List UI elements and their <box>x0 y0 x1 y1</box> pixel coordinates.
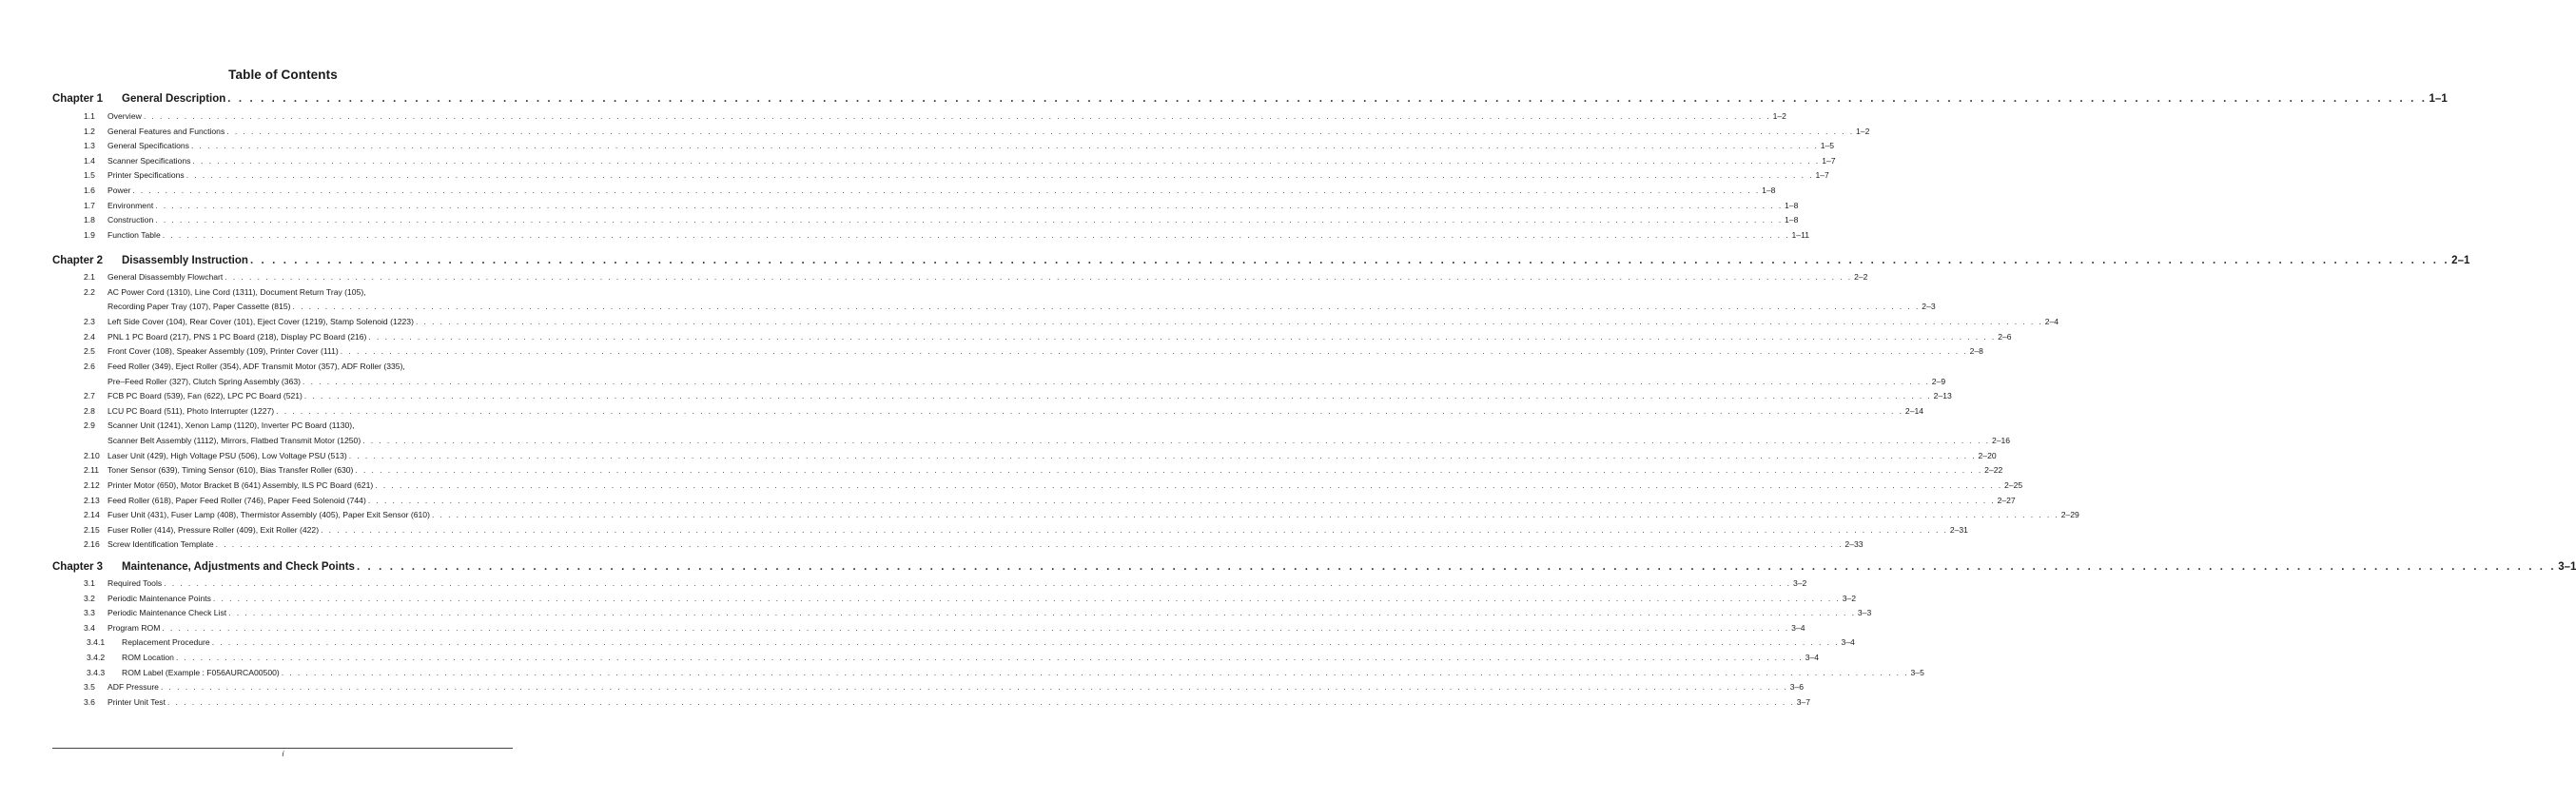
section-line <box>107 215 1799 225</box>
section-line <box>107 622 1805 633</box>
section-number: 1.2 <box>84 126 95 136</box>
dot-leader: . . . . . . . . . . . . . . . . . . . . . . . . . . . . . . . . . . . . . . . . . . . . . . . . . . . . . . . . . . . . . . . . . . . . . . . . . . . . . . . . . . . . . . . . . . . . . . . . . . . . . . . . . . . . . . . . . . . . . . . . . . . . . . . . . . . . . . . . . . . . . . . . . . . . . . . . . . . . . . . . . . . . . . . . . . . . . . . . . . . . . . . . . . . . . . . . . . . . . . . . <box>160 682 1788 693</box>
dot-leader: . . . . . . . . . . . . . . . . . . . . . . . . . . . . . . . . . . . . . . . . . . . . . . . . . . . . . . . . . . . . . . . . . . . . . . . . . . . . . . . . . . . . . . . . . . . . . . . . . . . . . . . . . . . . . . . . . . . . . . . . . . . . . . . . . . . . . . . . . . . . . . . . . . . . . . . . . . . . . . . . . . . . . . . . . . . . . . . . . . . . . . . . . . . . . . . . . . . . . . . . <box>185 170 1814 181</box>
section-title: FCB PC Board (539), Fan (622), LPC PC Board (521) <box>107 391 302 401</box>
section-title: Front Cover (108), Speaker Assembly (109), Printer Cover (111) <box>107 346 339 357</box>
section-page: 2–8 <box>1969 346 1983 357</box>
chapter-title: General Description <box>122 93 226 105</box>
section-number: 2.3 <box>84 317 95 326</box>
section-title-line: Feed Roller (349), Eject Roller (354), ADF Transmit Motor (357), ADF Roller (335), <box>107 361 405 371</box>
section-title: Program ROM <box>107 622 161 633</box>
toc-section-entry[interactable] <box>0 186 1776 196</box>
section-page: 3–2 <box>1842 593 1857 603</box>
dot-leader: . . . . . . . . . . . . . . . . . . . . . . . . . . . . . . . . . . . . . . . . . . . . . . . . . . . . . . . . . . . . . . . . . . . . . . . . . . . . . . . . . . . . . . . . . . . . . . . . . . . . . . . . . . . . . . . . . . . . . . . . . . . . . . . . . . . . . . . . . . . . . . . . . . . . . . . . . . . . . . . . . . . . . . . . . . . . . . . . . . . . . . . . . . . . . . . . . . . . . . . . <box>367 495 1996 505</box>
footer-divider <box>52 748 513 749</box>
chapter-number: Chapter 1 <box>52 93 104 105</box>
section-page: 2–29 <box>2060 510 2079 520</box>
section-page: 1–2 <box>1856 126 1870 136</box>
section-title: ROM Location <box>122 653 174 662</box>
section-title: Periodic Maintenance Points <box>107 593 211 603</box>
toc-section-entry[interactable] <box>0 653 1820 663</box>
section-title-line: AC Power Cord (1310), Line Cord (1311), Document Return Tray (105), <box>107 286 366 297</box>
section-number: 2.8 <box>84 405 95 416</box>
section-line <box>122 667 1924 677</box>
section-page: 1–8 <box>1785 215 1799 225</box>
dot-leader: . . . . . . . . . . . . . . . . . . . . . . . . . . . . . . . . . . . . . . . . . . . . . . . . . . . . . . . . . . . . . . . . . . . . . . . . . . . . . . . . . . . . . . . . . . . . . . . . . . . . . . . . . . . . . . . . . . . . . . . . . . . . . . . . . . . . . . . . . . . . . . . . . . . . . . . . . . . . . . . . . . . . . . . . . . . . . . . . . . . . . . . . . . . . . . . . . . . . . . . . <box>348 450 1977 460</box>
section-page: 1–8 <box>1785 200 1799 210</box>
section-page: 2–4 <box>2044 317 2059 326</box>
section-page: 2–20 <box>1978 450 1997 460</box>
section-line <box>107 331 2012 342</box>
dot-leader: . . . . . . . . . . . . . . . . . . . . . . . . . . . . . . . . . . . . . . . . . . . . . . . . . . . . . . . . . . . . . . . . . . . . . . . . . . . . . . . . . . . . . . . . . . . . . . . . . . . . . . . . . . . . . . . . . . . . . . . . . . . . . . . . . . . . . . . . . . . . . . . . . . . . . . . . . . . . . . . . . . . . . . . . . . . . . . . . . . . . . . . . . . . . . . . . . . . . . . . . <box>415 317 2043 326</box>
section-number: 2.12 <box>84 480 100 490</box>
section-title-line: Scanner Unit (1241), Xenon Lamp (1120), Inverter PC Board (1130), <box>107 420 355 431</box>
dot-leader: . . . . . . . . . . . . . . . . . . . . . . . . . . . . . . . . . . . . . . . . . . . . . . . . . . . . . . . . . . . . . . . . . . . . . . . . . . . . . . . . . . . . . . . . . . . . . . . . . . . . . . . . . . . . . . . . . . . . . . . . . . . . . . . . . . . . . . . . . . . . . . . . . . . . . . . . . . . . . . . . . . . . . . . . . . . . . . . . . . . . . . . . . . . . . . . . . . . . . . . . <box>162 622 1790 633</box>
section-page: 3–4 <box>1805 653 1820 662</box>
toc-section-entry[interactable] <box>0 524 1968 536</box>
section-number: 1.4 <box>84 155 95 166</box>
section-number: 2.10 <box>84 450 100 460</box>
section-line <box>107 682 1805 693</box>
dot-leader: . . . . . . . . . . . . . . . . . . . . . . . . . . . . . . . . . . . . . . . . . . . . . . . . . . . . . . . . . . . . . . . . . . . . . . . . . . . . . . . . . . . . . . . . . . . . . . . . . . . . . . . . . . . . . . . . . . . . . . . . . . . . . . . . . . . . . . . . . . . . . . . . . . . . . . . . . . . . . . . . . . . . . . . . . . . . . . . . . . . . . . . . . . . . . . . . . . . . . . . . <box>368 331 1997 342</box>
toc-section-entry[interactable] <box>0 346 1983 357</box>
section-number: 2.7 <box>84 391 95 401</box>
section-title: Construction <box>107 215 154 225</box>
section-number: 2.9 <box>84 420 95 431</box>
section-number: 2.5 <box>84 346 95 357</box>
section-page: 3–7 <box>1796 696 1811 707</box>
section-page: 2–2 <box>1854 272 1868 282</box>
section-number: 2.11 <box>84 465 100 476</box>
chapter-number: Chapter 3 <box>52 561 104 573</box>
section-line <box>107 480 2023 490</box>
toc-chapter-entry[interactable] <box>0 561 2576 575</box>
section-number: 3.4.2 <box>87 653 106 662</box>
section-page: 2–13 <box>1933 391 1952 401</box>
section-number: 1.3 <box>84 141 95 151</box>
section-line <box>107 593 1857 603</box>
toc-section-entry[interactable] <box>0 317 2059 327</box>
section-line <box>107 391 1952 401</box>
section-number: 3.5 <box>84 682 95 693</box>
section-title: Left Side Cover (104), Rear Cover (101), Eject Cover (1219), Stamp Solenoid (1223) <box>107 317 414 326</box>
section-line <box>107 170 1829 181</box>
section-line <box>107 200 1799 210</box>
dot-leader: . . . . . . . . . . . . . . . . . . . . . . . . . . . . . . . . . . . . . . . . . . . . . . . . . . . . . . . . . . . . . . . . . . . . . . . . . . . . . . . . . . . . . . . . . . . . . . . . . . . . . . . . . . . . . . . . . . . . . . . . . . . . . . . . . . . . . . . . . . . . . . . . . . . . . . . . . . . . . . . . . . . . . . . . . . . . . . . . . . . . . . . . . . . . . . . . . . . . . . . . <box>227 93 2428 105</box>
toc-section-entry[interactable] <box>0 510 2079 520</box>
toc-section-entry[interactable] <box>0 696 1811 708</box>
section-page: 2–25 <box>2004 480 2023 490</box>
dot-leader: . . . . . . . . . . . . . . . . . . . . . . . . . . . . . . . . . . . . . . . . . . . . . . . . . . . . . . . . . . . . . . . . . . . . . . . . . . . . . . . . . . . . . . . . . . . . . . . . . . . . . . . . . . . . . . . . . . . . . . . . . . . . . . . . . . . . . . . . . . . . . . . . . . . . . . . . . . . . . . . . . . . . . . . . . . . . . . . . . . . . . . . . . . . . . . . . . . . . . . . . <box>212 593 1841 603</box>
section-page: 3–5 <box>1910 667 1924 677</box>
toc-chapter-entry[interactable] <box>0 255 2470 268</box>
chapter-line <box>122 561 2576 573</box>
section-line <box>107 608 1872 618</box>
section-line <box>107 539 1864 550</box>
section-number: 2.13 <box>84 495 100 505</box>
section-line <box>107 155 1836 166</box>
dot-leader: . . . . . . . . . . . . . . . . . . . . . . . . . . . . . . . . . . . . . . . . . . . . . . . . . . . . . . . . . . . . . . . . . . . . . . . . . . . . . . . . . . . . . . . . . . . . . . . . . . . . . . . . . . . . . . . . . . . . . . . . . . . . . . . . . . . . . . . . . . . . . . . . . . . . . . . . . . . . . . . . . . . . . . . . . . . . . . . . . . . . . . . . . . . . . . . . . . . . . . . . <box>162 229 1790 240</box>
section-line <box>107 141 1835 151</box>
section-number: 2.2 <box>84 286 95 297</box>
section-page: 1–7 <box>1822 155 1836 166</box>
chapter-title: Maintenance, Adjustments and Check Points <box>122 561 355 573</box>
dot-leader: . . . . . . . . . . . . . . . . . . . . . . . . . . . . . . . . . . . . . . . . . . . . . . . . . . . . . . . . . . . . . . . . . . . . . . . . . . . . . . . . . . . . . . . . . . . . . . . . . . . . . . . . . . . . . . . . . . . . . . . . . . . . . . . . . . . . . . . . . . . . . . . . . . . . . . . . . . . . . . . . . . . . . . . . . . . . . . . . . . . . . . . . . . . . . . . . . . . . . . . . <box>175 653 1804 662</box>
section-number: 3.4 <box>84 622 95 633</box>
toc-section-entry[interactable] <box>0 682 1805 693</box>
dot-leader: . . . . . . . . . . . . . . . . . . . . . . . . . . . . . . . . . . . . . . . . . . . . . . . . . . . . . . . . . . . . . . . . . . . . . . . . . . . . . . . . . . . . . . . . . . . . . . . . . . . . . . . . . . . . . . . . . . . . . . . . . . . . . . . . . . . . . . . . . . . . . . . . . . . . . . . . . . . . . . . . . . . . . . . . . . . . . . . . . . . . . . . . . . . . . . . . . . . . . . . . <box>226 126 1855 136</box>
toc-section-entry[interactable] <box>0 155 1836 166</box>
toc-section-entry[interactable] <box>0 286 1936 312</box>
section-page: 1–5 <box>1820 141 1835 151</box>
toc-section-entry[interactable] <box>0 465 2003 476</box>
toc-chapter-entry[interactable] <box>0 93 2448 107</box>
section-title: Scanner Belt Assembly (1112), Mirrors, Flatbed Transmit Motor (1250) <box>107 436 361 446</box>
section-number: 2.16 <box>84 539 100 550</box>
section-page: 2–14 <box>1904 405 1924 416</box>
section-number: 1.7 <box>84 200 95 210</box>
section-title: Required Tools <box>107 578 163 588</box>
dot-leader: . . . . . . . . . . . . . . . . . . . . . . . . . . . . . . . . . . . . . . . . . . . . . . . . . . . . . . . . . . . . . . . . . . . . . . . . . . . . . . . . . . . . . . . . . . . . . . . . . . . . . . . . . . . . . . . . . . . . . . . . . . . . . . . . . . . . . . . . . . . . . . . . . . . . . . . . . . . . . . . . . . . . . . . . . . . . . . . . . . . . . . . . . . . . . . . . . . . . . . . . <box>224 272 1853 282</box>
section-line <box>107 450 1997 460</box>
dot-leader: . . . . . . . . . . . . . . . . . . . . . . . . . . . . . . . . . . . . . . . . . . . . . . . . . . . . . . . . . . . . . . . . . . . . . . . . . . . . . . . . . . . . . . . . . . . . . . . . . . . . . . . . . . . . . . . . . . . . . . . . . . . . . . . . . . . . . . . . . . . . . . . . . . . . . . . . . . . . . . . . . . . . . . . . . . . . . . . . . . . . . . . . . . . . . . . . . . . . . . . . <box>215 539 1844 550</box>
section-title: Environment <box>107 200 154 210</box>
dot-leader: . . . . . . . . . . . . . . . . . . . . . . . . . . . . . . . . . . . . . . . . . . . . . . . . . . . . . . . . . . . . . . . . . . . . . . . . . . . . . . . . . . . . . . . . . . . . . . . . . . . . . . . . . . . . . . . . . . . . . . . . . . . . . . . . . . . . . . . . . . . . . . . . . . . . . . . . . . . . . . . . . . . . . . . . . . . . . . . . . . . . . . . . . . . . . . . . . . . . . . . . <box>375 480 2003 490</box>
chapter-number: Chapter 2 <box>52 255 104 266</box>
toc-section-entry[interactable] <box>0 578 1807 589</box>
dot-leader: . . . . . . . . . . . . . . . . . . . . . . . . . . . . . . . . . . . . . . . . . . . . . . . . . . . . . . . . . . . . . . . . . . . . . . . . . . . . . . . . . . . . . . . . . . . . . . . . . . . . . . . . . . . . . . . . . . . . . . . . . . . . . . . . . . . . . . . . . . . . . . . . . . . . . . . . . . . . . . . . . . . . . . . . . . . . . . . . . . . . . . . . . . . . . . . . . . . . . . . . <box>132 186 1761 195</box>
section-page: 3–4 <box>1841 637 1855 648</box>
section-page: 3–6 <box>1789 682 1805 693</box>
dot-leader: . . . . . . . . . . . . . . . . . . . . . . . . . . . . . . . . . . . . . . . . . . . . . . . . . . . . . . . . . . . . . . . . . . . . . . . . . . . . . . . . . . . . . . . . . . . . . . . . . . . . . . . . . . . . . . . . . . . . . . . . . . . . . . . . . . . . . . . . . . . . . . . . . . . . . . . . . . . . . . . . . . . . . . . . . . . . . . . . . . . . . . . . . . . . . . . . . . . . . . . . <box>192 155 1821 166</box>
section-title: ADF Pressure <box>107 682 159 693</box>
section-title: Function Table <box>107 229 161 240</box>
toc-section-entry[interactable] <box>0 593 1857 604</box>
section-page: 3–2 <box>1792 578 1807 588</box>
section-title: LCU PC Board (511), Photo Interrupter (1227) <box>107 405 275 416</box>
section-line <box>107 524 1968 535</box>
toc-section-entry[interactable] <box>0 361 1946 386</box>
section-number: 2.6 <box>84 361 95 371</box>
dot-leader: . . . . . . . . . . . . . . . . . . . . . . . . . . . . . . . . . . . . . . . . . . . . . . . . . . . . . . . . . . . . . . . . . . . . . . . . . . . . . . . . . . . . . . . . . . . . . . . . . . . . . . . . . . . . . . . . . . . . . . . . . . . . . . . . . . . . . . . . . . . . . . . . . . . . . . . . . . . . . . . . . . . . . . . . . . . . . . . . . . . . . . . . . . . . . . . . . . . . . . . . <box>340 346 1968 357</box>
dot-leader: . . . . . . . . . . . . . . . . . . . . . . . . . . . . . . . . . . . . . . . . . . . . . . . . . . . . . . . . . . . . . . . . . . . . . . . . . . . . . . . . . . . . . . . . . . . . . . . . . . . . . . . . . . . . . . . . . . . . . . . . . . . . . . . . . . . . . . . . . . . . . . . . . . . . . . . . . . . . . . . . . . . . . . . . . . . . . . . . . . . . . . . . . . . . . . . . . . . . . . . . <box>292 302 1921 312</box>
section-line <box>107 405 1924 416</box>
toc-section-entry[interactable] <box>0 539 1864 550</box>
section-title: Printer Unit Test <box>107 696 166 707</box>
toc-section-entry[interactable] <box>0 111 1786 122</box>
section-number: 3.3 <box>84 608 95 618</box>
chapter-line <box>122 93 2448 105</box>
section-line <box>107 696 1811 707</box>
section-number: 2.4 <box>84 331 95 342</box>
section-title: Screw Identification Template <box>107 539 214 550</box>
section-title: Power <box>107 186 131 195</box>
toc-section-entry[interactable] <box>0 637 1855 648</box>
section-title: Printer Specifications <box>107 170 185 181</box>
section-number: 1.1 <box>84 111 95 121</box>
section-page: 1–8 <box>1762 186 1776 195</box>
section-line <box>107 495 2016 505</box>
dot-leader: . . . . . . . . . . . . . . . . . . . . . . . . . . . . . . . . . . . . . . . . . . . . . . . . . . . . . . . . . . . . . . . . . . . . . . . . . . . . . . . . . . . . . . . . . . . . . . . . . . . . . . . . . . . . . . . . . . . . . . . . . . . . . . . . . . . . . . . . . . . . . . . . . . . . . . . . . . . . . . . . . . . . . . . . . . . . . . . . . . . . . . . . . . . . . . . . . . . . . . . . <box>143 111 1771 121</box>
toc-section-entry[interactable] <box>0 391 1952 401</box>
section-number: 1.6 <box>84 186 95 195</box>
section-number: 3.2 <box>84 593 95 603</box>
toc-section-entry[interactable] <box>0 450 1997 461</box>
dot-leader: . . . . . . . . . . . . . . . . . . . . . . . . . . . . . . . . . . . . . . . . . . . . . . . . . . . . . . . . . . . . . . . . . . . . . . . . . . . . . . . . . . . . . . . . . . . . . . . . . . . . . . . . . . . . . . . . . . . . . . . . . . . . . . . . . . . . . . . . . . . . . . . . . . . . . . . . . . . . . . . . . . . . . . . . . . . . . . . . . . . . . . . . . . . . . . . . . . . . . . . . <box>164 578 1791 588</box>
dot-leader: . . . . . . . . . . . . . . . . . . . . . . . . . . . . . . . . . . . . . . . . . . . . . . . . . . . . . . . . . . . . . . . . . . . . . . . . . . . . . . . . . . . . . . . . . . . . . . . . . . . . . . . . . . . . . . . . . . . . . . . . . . . . . . . . . . . . . . . . . . . . . . . . . . . . . . . . . . . . . . . . . . . . . . . . . . . . . . . . . . . . . . . . . . . . . . . . . . . . . . . . <box>281 667 1909 677</box>
section-title: General Features and Functions <box>107 126 225 136</box>
section-title: Replacement Procedure <box>122 637 210 648</box>
dot-leader: . . . . . . . . . . . . . . . . . . . . . . . . . . . . . . . . . . . . . . . . . . . . . . . . . . . . . . . . . . . . . . . . . . . . . . . . . . . . . . . . . . . . . . . . . . . . . . . . . . . . . . . . . . . . . . . . . . . . . . . . . . . . . . . . . . . . . . . . . . . . . . . . . . . . . . . . . . . . . . . . . . . . . . . . . . . . . . . . . . . . . . . . . . . . . . . . . . . . . . . . <box>166 696 1795 707</box>
section-page: 2–3 <box>1922 302 1936 312</box>
toc-section-entry[interactable] <box>0 667 1924 678</box>
section-title: PNL 1 PC Board (217), PNS 1 PC Board (218), Display PC Board (216) <box>107 331 367 342</box>
dot-leader: . . . . . . . . . . . . . . . . . . . . . . . . . . . . . . . . . . . . . . . . . . . . . . . . . . . . . . . . . . . . . . . . . . . . . . . . . . . . . . . . . . . . . . . . . . . . . . . . . . . . . . . . . . . . . . . . . . . . . . . . . . . . . . . . . . . . . . . . . . . . . . . . . . . . . . . . . . . . . . . . . . . . . . . . . . . . . . . . . . . . . . . . . . . . . . . . . . . . . . . . <box>356 561 2557 573</box>
section-line <box>107 510 2079 520</box>
section-page: 1–11 <box>1791 229 1809 240</box>
toc-section-entry[interactable] <box>0 215 1799 225</box>
section-title: Pre–Feed Roller (327), Clutch Spring Assembly (363) <box>107 376 301 386</box>
section-line <box>107 302 1936 312</box>
dot-leader: . . . . . . . . . . . . . . . . . . . . . . . . . . . . . . . . . . . . . . . . . . . . . . . . . . . . . . . . . . . . . . . . . . . . . . . . . . . . . . . . . . . . . . . . . . . . . . . . . . . . . . . . . . . . . . . . . . . . . . . . . . . . . . . . . . . . . . . . . . . . . . . . . . . . . . . . . . . . . . . . . . . . . . . . . . . . . . . . . . . . . . . . . . . . . . . . . . . . . . . . <box>276 405 1903 416</box>
chapter-page: 1–1 <box>2429 93 2448 105</box>
footer-page-number: i <box>282 750 284 758</box>
dot-leader: . . . . . . . . . . . . . . . . . . . . . . . . . . . . . . . . . . . . . . . . . . . . . . . . . . . . . . . . . . . . . . . . . . . . . . . . . . . . . . . . . . . . . . . . . . . . . . . . . . . . . . . . . . . . . . . . . . . . . . . . . . . . . . . . . . . . . . . . . . . . . . . . . . . . . . . . . . . . . . . . . . . . . . . . . . . . . . . . . . . . . . . . . . . . . . . . . . . . . . . . <box>249 255 2450 266</box>
section-title: Overview <box>107 111 142 121</box>
toc-section-entry[interactable] <box>0 405 1924 417</box>
section-page: 2–31 <box>1949 524 1968 535</box>
toc-section-entry[interactable] <box>0 141 1835 151</box>
chapter-page: 2–1 <box>2451 255 2470 266</box>
section-line <box>107 578 1807 588</box>
dot-leader: . . . . . . . . . . . . . . . . . . . . . . . . . . . . . . . . . . . . . . . . . . . . . . . . . . . . . . . . . . . . . . . . . . . . . . . . . . . . . . . . . . . . . . . . . . . . . . . . . . . . . . . . . . . . . . . . . . . . . . . . . . . . . . . . . . . . . . . . . . . . . . . . . . . . . . . . . . . . . . . . . . . . . . . . . . . . . . . . . . . . . . . . . . . . . . . . . . . . . . . . <box>431 510 2059 520</box>
dot-leader: . . . . . . . . . . . . . . . . . . . . . . . . . . . . . . . . . . . . . . . . . . . . . . . . . . . . . . . . . . . . . . . . . . . . . . . . . . . . . . . . . . . . . . . . . . . . . . . . . . . . . . . . . . . . . . . . . . . . . . . . . . . . . . . . . . . . . . . . . . . . . . . . . . . . . . . . . . . . . . . . . . . . . . . . . . . . . . . . . . . . . . . . . . . . . . . . . . . . . . . . <box>321 524 1948 535</box>
section-line <box>107 229 1809 240</box>
toc-section-entry[interactable] <box>0 608 1872 618</box>
section-title: Feed Roller (618), Paper Feed Roller (746), Paper Feed Solenoid (744) <box>107 495 366 505</box>
section-line <box>107 346 1983 357</box>
section-line <box>107 186 1776 195</box>
dot-leader: . . . . . . . . . . . . . . . . . . . . . . . . . . . . . . . . . . . . . . . . . . . . . . . . . . . . . . . . . . . . . . . . . . . . . . . . . . . . . . . . . . . . . . . . . . . . . . . . . . . . . . . . . . . . . . . . . . . . . . . . . . . . . . . . . . . . . . . . . . . . . . . . . . . . . . . . . . . . . . . . . . . . . . . . . . . . . . . . . . . . . . . . . . . . . . . . . . . . . . . . <box>303 391 1932 401</box>
section-number: 3.4.3 <box>87 667 106 677</box>
dot-leader: . . . . . . . . . . . . . . . . . . . . . . . . . . . . . . . . . . . . . . . . . . . . . . . . . . . . . . . . . . . . . . . . . . . . . . . . . . . . . . . . . . . . . . . . . . . . . . . . . . . . . . . . . . . . . . . . . . . . . . . . . . . . . . . . . . . . . . . . . . . . . . . . . . . . . . . . . . . . . . . . . . . . . . . . . . . . . . . . . . . . . . . . . . . . . . . . . . . . . . . . <box>362 436 1990 446</box>
section-number: 1.8 <box>84 215 95 225</box>
section-title: Recording Paper Tray (107), Paper Cassette (815) <box>107 302 291 312</box>
toc-section-entry[interactable] <box>0 272 1868 283</box>
section-page: 2–6 <box>1998 331 2012 342</box>
section-page: 2–9 <box>1931 376 1946 386</box>
section-number: 1.5 <box>84 170 95 181</box>
dot-leader: . . . . . . . . . . . . . . . . . . . . . . . . . . . . . . . . . . . . . . . . . . . . . . . . . . . . . . . . . . . . . . . . . . . . . . . . . . . . . . . . . . . . . . . . . . . . . . . . . . . . . . . . . . . . . . . . . . . . . . . . . . . . . . . . . . . . . . . . . . . . . . . . . . . . . . . . . . . . . . . . . . . . . . . . . . . . . . . . . . . . . . . . . . . . . . . . . . . . . . . . <box>211 637 1840 648</box>
toc-section-entry[interactable] <box>0 420 2011 446</box>
dot-leader: . . . . . . . . . . . . . . . . . . . . . . . . . . . . . . . . . . . . . . . . . . . . . . . . . . . . . . . . . . . . . . . . . . . . . . . . . . . . . . . . . . . . . . . . . . . . . . . . . . . . . . . . . . . . . . . . . . . . . . . . . . . . . . . . . . . . . . . . . . . . . . . . . . . . . . . . . . . . . . . . . . . . . . . . . . . . . . . . . . . . . . . . . . . . . . . . . . . . . . . . <box>155 200 1784 210</box>
toc-title: Table of Contents <box>228 68 338 82</box>
section-number: 3.1 <box>84 578 95 588</box>
dot-leader: . . . . . . . . . . . . . . . . . . . . . . . . . . . . . . . . . . . . . . . . . . . . . . . . . . . . . . . . . . . . . . . . . . . . . . . . . . . . . . . . . . . . . . . . . . . . . . . . . . . . . . . . . . . . . . . . . . . . . . . . . . . . . . . . . . . . . . . . . . . . . . . . . . . . . . . . . . . . . . . . . . . . . . . . . . . . . . . . . . . . . . . . . . . . . . . . . . . . . . . . <box>228 608 1856 618</box>
chapter-line <box>122 255 2470 266</box>
section-page: 2–27 <box>1997 495 2016 505</box>
toc-section-entry[interactable] <box>0 170 1829 181</box>
section-number: 2.15 <box>84 524 100 535</box>
toc-section-entry[interactable] <box>0 622 1805 634</box>
section-line <box>107 111 1786 121</box>
section-number: 1.9 <box>84 229 95 240</box>
dot-leader: . . . . . . . . . . . . . . . . . . . . . . . . . . . . . . . . . . . . . . . . . . . . . . . . . . . . . . . . . . . . . . . . . . . . . . . . . . . . . . . . . . . . . . . . . . . . . . . . . . . . . . . . . . . . . . . . . . . . . . . . . . . . . . . . . . . . . . . . . . . . . . . . . . . . . . . . . . . . . . . . . . . . . . . . . . . . . . . . . . . . . . . . . . . . . . . . . . . . . . . . <box>190 141 1819 151</box>
section-title: Scanner Specifications <box>107 155 191 166</box>
section-number: 2.1 <box>84 272 95 282</box>
section-title: Laser Unit (429), High Voltage PSU (506), Low Voltage PSU (513) <box>107 450 347 460</box>
section-page: 3–4 <box>1791 622 1805 633</box>
section-line <box>107 376 1946 386</box>
toc-section-entry[interactable] <box>0 495 2016 506</box>
section-line <box>107 436 2011 446</box>
section-title: Periodic Maintenance Check List <box>107 608 227 618</box>
dot-leader: . . . . . . . . . . . . . . . . . . . . . . . . . . . . . . . . . . . . . . . . . . . . . . . . . . . . . . . . . . . . . . . . . . . . . . . . . . . . . . . . . . . . . . . . . . . . . . . . . . . . . . . . . . . . . . . . . . . . . . . . . . . . . . . . . . . . . . . . . . . . . . . . . . . . . . . . . . . . . . . . . . . . . . . . . . . . . . . . . . . . . . . . . . . . . . . . . . . . . . . . <box>355 465 1983 476</box>
toc-section-entry[interactable] <box>0 126 1870 137</box>
section-line <box>107 272 1868 282</box>
section-page: 3–3 <box>1857 608 1872 618</box>
section-page: 2–16 <box>1991 436 2011 446</box>
section-line <box>107 126 1870 136</box>
dot-leader: . . . . . . . . . . . . . . . . . . . . . . . . . . . . . . . . . . . . . . . . . . . . . . . . . . . . . . . . . . . . . . . . . . . . . . . . . . . . . . . . . . . . . . . . . . . . . . . . . . . . . . . . . . . . . . . . . . . . . . . . . . . . . . . . . . . . . . . . . . . . . . . . . . . . . . . . . . . . . . . . . . . . . . . . . . . . . . . . . . . . . . . . . . . . . . . . . . . . . . . . <box>155 215 1784 225</box>
section-title: Toner Sensor (639), Timing Sensor (610), Bias Transfer Roller (630) <box>107 465 354 476</box>
chapter-page: 3–1 <box>2558 561 2576 573</box>
section-title: General Disassembly Flowchart <box>107 272 224 282</box>
section-page: 1–2 <box>1772 111 1786 121</box>
chapter-title: Disassembly Instruction <box>122 255 248 266</box>
toc-section-entry[interactable] <box>0 480 2023 491</box>
section-page: 2–22 <box>1984 465 2003 476</box>
toc-section-entry[interactable] <box>0 200 1799 211</box>
section-page: 1–7 <box>1815 170 1829 181</box>
section-title: Fuser Unit (431), Fuser Lamp (408), Thermistor Assembly (405), Paper Exit Sensor (610) <box>107 510 430 520</box>
section-title: General Specifications <box>107 141 189 151</box>
section-page: 2–33 <box>1844 539 1864 550</box>
dot-leader: . . . . . . . . . . . . . . . . . . . . . . . . . . . . . . . . . . . . . . . . . . . . . . . . . . . . . . . . . . . . . . . . . . . . . . . . . . . . . . . . . . . . . . . . . . . . . . . . . . . . . . . . . . . . . . . . . . . . . . . . . . . . . . . . . . . . . . . . . . . . . . . . . . . . . . . . . . . . . . . . . . . . . . . . . . . . . . . . . . . . . . . . . . . . . . . . . . . . . . . . <box>302 376 1930 386</box>
section-title: ROM Label (Example : F056AURCA00500) <box>122 667 280 677</box>
section-number: 3.4.1 <box>87 637 106 648</box>
section-line <box>107 465 2003 476</box>
section-line <box>122 653 1820 662</box>
toc-section-entry[interactable] <box>0 331 2012 342</box>
section-line <box>122 637 1855 648</box>
section-number: 2.14 <box>84 510 100 520</box>
section-line <box>107 317 2059 326</box>
section-title: Printer Motor (650), Motor Bracket B (641) Assembly, ILS PC Board (621) <box>107 480 374 490</box>
toc-section-entry[interactable] <box>0 229 1809 241</box>
section-number: 3.6 <box>84 696 95 707</box>
section-title: Fuser Roller (414), Pressure Roller (409), Exit Roller (422) <box>107 524 320 535</box>
